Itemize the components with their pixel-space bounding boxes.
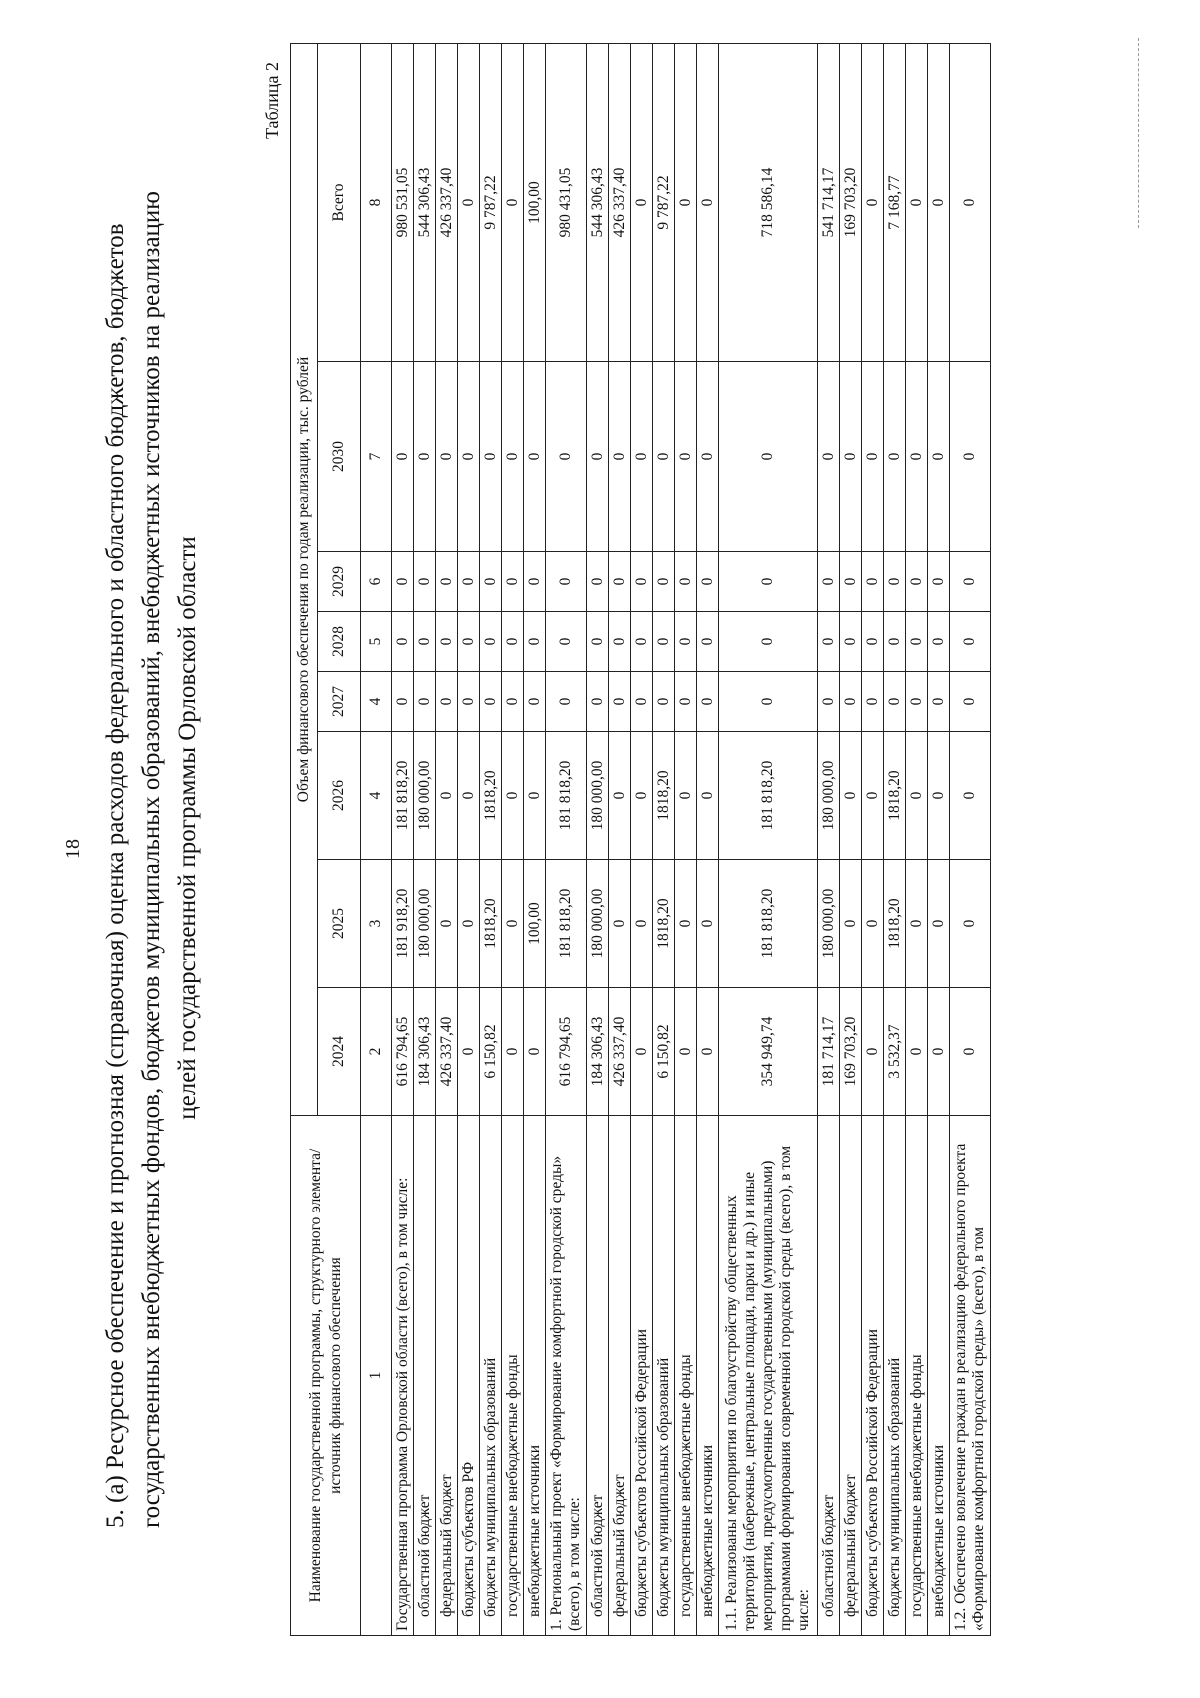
value-cell: 181 818,20 [719,860,818,988]
value-cell: 0 [697,860,719,988]
value-cell: 0 [436,672,458,732]
title-line-3: целей государственной программы Орловской области [174,536,201,1120]
row-name-cell: бюджеты муниципальных образований [884,1116,906,1636]
value-cell: 426 337,40 [436,988,458,1116]
value-cell: 180 000,00 [587,732,609,860]
value-cell: 0 [546,552,587,612]
value-cell: 0 [631,44,653,362]
value-cell: 180 000,00 [414,860,436,988]
value-cell: 0 [524,988,546,1116]
value-cell: 0 [458,672,480,732]
value-cell: 0 [950,988,991,1116]
value-cell: 0 [524,612,546,672]
value-cell: 0 [818,362,840,552]
value-cell: 1818,20 [480,732,502,860]
value-cell: 0 [675,988,697,1116]
value-cell: 0 [480,552,502,612]
value-cell: 0 [414,672,436,732]
header-total: Всего [318,44,361,362]
value-cell: 980 431,05 [546,44,587,362]
index-cell: 7 [361,362,392,552]
value-cell: 0 [950,362,991,552]
value-cell: 100,00 [524,44,546,362]
value-cell: 0 [675,672,697,732]
index-cell: 5 [361,612,392,672]
value-cell: 616 794,65 [546,988,587,1116]
table-row [458,44,480,1636]
table-row [653,44,675,1636]
value-cell: 0 [840,860,862,988]
value-cell: 0 [950,672,991,732]
value-cell: 0 [587,612,609,672]
value-cell: 616 794,65 [392,988,414,1116]
value-cell: 0 [436,362,458,552]
value-cell: 180 000,00 [818,860,840,988]
value-cell: 0 [906,732,928,860]
value-cell: 181 818,20 [546,732,587,860]
table-row [818,44,840,1636]
value-cell: 184 306,43 [587,988,609,1116]
value-cell: 0 [392,612,414,672]
title-line-2: государственных внебюджетных фондов, бюджетов муниципальных образований, внебюджетных источников на реализацию [138,191,165,1528]
value-cell: 0 [524,672,546,732]
value-cell: 0 [458,732,480,860]
value-cell: 0 [862,860,884,988]
value-cell: 0 [436,612,458,672]
table-row [546,44,587,1636]
row-name-cell: 1.2. Обеспечено вовлечение граждан в реализацию федерального проекта «Формирование комфортной городской среды» (всего), в том [950,1116,991,1636]
value-cell: 0 [631,860,653,988]
footer-divider [1138,38,1139,228]
table-row [862,44,884,1636]
row-name-cell: государственные внебюджетные фонды [906,1116,928,1636]
value-cell: 0 [928,732,950,860]
value-cell: 0 [480,362,502,552]
value-cell: 0 [609,612,631,672]
value-cell: 0 [653,362,675,552]
value-cell: 169 703,20 [840,988,862,1116]
value-cell: 7 168,77 [884,44,906,362]
value-cell: 0 [906,860,928,988]
value-cell: 0 [631,988,653,1116]
value-cell: 0 [697,612,719,672]
value-cell: 0 [950,732,991,860]
value-cell: 100,00 [524,860,546,988]
value-cell: 0 [675,44,697,362]
row-name-cell: бюджеты субъектов Российской Федерации [631,1116,653,1636]
value-cell: 0 [697,44,719,362]
table-label: Таблица 2 [262,62,282,139]
value-cell: 0 [458,44,480,362]
row-name-cell: государственные внебюджетные фонды [502,1116,524,1636]
index-cell: 4 [361,732,392,860]
row-name-cell: федеральный бюджет [436,1116,458,1636]
row-name-cell: внебюджетные источники [697,1116,719,1636]
value-cell: 0 [862,612,884,672]
table-row [480,44,502,1636]
table-row [436,44,458,1636]
value-cell: 0 [502,44,524,362]
header-year-2024: 2024 [318,988,361,1116]
header-year-2029: 2029 [318,552,361,612]
value-cell: 0 [862,732,884,860]
value-cell: 181 818,20 [719,732,818,860]
value-cell: 0 [524,732,546,860]
value-cell: 1818,20 [653,732,675,860]
value-cell: 0 [697,732,719,860]
value-cell: 0 [587,552,609,612]
value-cell: 0 [950,552,991,612]
table-row [414,44,436,1636]
table-row [587,44,609,1636]
value-cell: 0 [719,362,818,552]
value-cell: 0 [719,672,818,732]
value-cell: 426 337,40 [609,44,631,362]
value-cell: 0 [524,362,546,552]
value-cell: 0 [928,362,950,552]
value-cell: 0 [436,732,458,860]
value-cell: 0 [950,860,991,988]
row-name-cell: бюджеты муниципальных образований [480,1116,502,1636]
value-cell: 181 918,20 [392,860,414,988]
section-title [98,128,206,1528]
value-cell: 0 [392,362,414,552]
table-row [840,44,862,1636]
value-cell: 354 949,74 [719,988,818,1116]
value-cell: 0 [906,988,928,1116]
value-cell: 0 [906,612,928,672]
value-cell: 0 [653,612,675,672]
value-cell: 0 [414,552,436,612]
table-row [719,44,818,1636]
row-name-cell: бюджеты субъектов РФ [458,1116,480,1636]
value-cell: 0 [862,552,884,612]
value-cell: 0 [392,552,414,612]
value-cell: 0 [587,672,609,732]
row-name-cell: внебюджетные источники [928,1116,950,1636]
value-cell: 0 [502,552,524,612]
value-cell: 0 [675,552,697,612]
value-cell: 0 [546,362,587,552]
value-cell: 0 [840,552,862,612]
value-cell: 0 [587,362,609,552]
index-cell: 6 [361,552,392,612]
value-cell: 0 [862,672,884,732]
value-cell: 0 [884,362,906,552]
row-name-cell: 1.1. Реализованы мероприятия по благоустройству общественных территорий (набережные, центральные площади, парки и др.) и иные мероприятия, предусмотренные государственными (муниципальными) программами формирования современной городской среды (всего), в том числе: [719,1116,818,1636]
row-name-cell: Государственная программа Орловской области (всего), в том числе: [392,1116,414,1636]
value-cell: 181 818,20 [546,860,587,988]
value-cell: 1818,20 [480,860,502,988]
value-cell: 0 [458,362,480,552]
table-row [697,44,719,1636]
value-cell: 0 [884,612,906,672]
row-name-cell: федеральный бюджет [609,1116,631,1636]
header-row-index [361,44,392,1636]
value-cell: 426 337,40 [436,44,458,362]
value-cell: 0 [840,672,862,732]
value-cell: 0 [458,988,480,1116]
value-cell: 0 [546,672,587,732]
value-cell: 9 787,22 [480,44,502,362]
value-cell: 0 [502,362,524,552]
value-cell: 6 150,82 [653,988,675,1116]
value-cell: 0 [458,860,480,988]
header-name-column: Наименование государственной программы, структурного элемента/источник финансового обеспечения [291,1116,361,1636]
row-name-cell: государственные внебюджетные фонды [675,1116,697,1636]
value-cell: 184 306,43 [414,988,436,1116]
value-cell: 0 [906,44,928,362]
value-cell: 0 [502,612,524,672]
value-cell: 0 [524,552,546,612]
value-cell: 0 [862,988,884,1116]
page-number: 18 [62,839,84,859]
value-cell: 0 [653,672,675,732]
value-cell: 0 [928,612,950,672]
value-cell: 0 [884,552,906,612]
value-cell: 0 [928,860,950,988]
value-cell: 0 [697,988,719,1116]
value-cell: 0 [818,552,840,612]
table-row [631,44,653,1636]
row-name-cell: областной бюджет [414,1116,436,1636]
header-year-2028: 2028 [318,612,361,672]
value-cell: 180 000,00 [818,732,840,860]
table-row [906,44,928,1636]
value-cell: 544 306,43 [414,44,436,362]
index-cell: 2 [361,988,392,1116]
value-cell: 0 [840,362,862,552]
value-cell: 0 [675,732,697,860]
value-cell: 0 [862,44,884,362]
value-cell: 0 [928,552,950,612]
value-cell: 0 [928,44,950,362]
value-cell: 0 [609,732,631,860]
value-cell: 541 714,17 [818,44,840,362]
value-cell: 0 [840,612,862,672]
header-year-2030: 2030 [318,362,361,552]
value-cell: 0 [697,362,719,552]
row-name-cell: бюджеты муниципальных образований [653,1116,675,1636]
index-cell: 8 [361,44,392,362]
value-cell: 0 [436,860,458,988]
value-cell: 980 531,05 [392,44,414,362]
value-cell: 0 [436,552,458,612]
value-cell: 0 [928,672,950,732]
row-name-cell: областной бюджет [818,1116,840,1636]
row-name-cell: федеральный бюджет [840,1116,862,1636]
value-cell: 0 [697,552,719,612]
value-cell: 0 [906,672,928,732]
value-cell: 0 [884,672,906,732]
value-cell: 0 [906,552,928,612]
value-cell: 0 [653,552,675,612]
value-cell: 181 818,20 [392,732,414,860]
value-cell: 0 [950,612,991,672]
title-line-1: 5. (а) Ресурсное обеспечение и прогнозная (справочная) оценка расходов федерального и областного бюджетов, бюджетов [102,223,129,1528]
value-cell: 0 [414,612,436,672]
header-volume-group: Объем финансового обеспечения по годам реализации, тыс. рублей [291,44,318,1116]
value-cell: 3 532,37 [884,988,906,1116]
value-cell: 1818,20 [653,860,675,988]
table-row [524,44,546,1636]
table-row [502,44,524,1636]
value-cell: 0 [609,362,631,552]
value-cell: 0 [906,362,928,552]
value-cell: 1818,20 [884,860,906,988]
row-name-cell: бюджеты субъектов Российской Федерации [862,1116,884,1636]
value-cell: 0 [818,672,840,732]
value-cell: 0 [675,860,697,988]
value-cell: 1818,20 [884,732,906,860]
row-name-cell: областной бюджет [587,1116,609,1636]
index-cell: 4 [361,672,392,732]
value-cell: 0 [502,672,524,732]
value-cell: 0 [458,552,480,612]
value-cell: 426 337,40 [609,988,631,1116]
value-cell: 0 [950,44,991,362]
row-name-cell: внебюджетные источники [524,1116,546,1636]
row-name-cell: 1. Региональный проект «Формирование комфортной городской среды» (всего), в том числе: [546,1116,587,1636]
table-row [675,44,697,1636]
header-row-group [291,44,318,1636]
table-row [609,44,631,1636]
value-cell: 0 [631,612,653,672]
value-cell: 0 [719,552,818,612]
value-cell: 0 [480,612,502,672]
value-cell: 0 [928,988,950,1116]
value-cell: 0 [631,362,653,552]
value-cell: 0 [675,362,697,552]
value-cell: 0 [631,672,653,732]
value-cell: 0 [414,362,436,552]
value-cell: 6 150,82 [480,988,502,1116]
value-cell: 0 [502,732,524,860]
value-cell: 0 [502,860,524,988]
value-cell: 0 [502,988,524,1116]
index-cell: 3 [361,860,392,988]
value-cell: 0 [609,860,631,988]
finance-table [290,43,991,1636]
value-cell: 0 [546,612,587,672]
value-cell: 0 [609,672,631,732]
table-row [928,44,950,1636]
value-cell: 180 000,00 [587,860,609,988]
value-cell: 0 [719,612,818,672]
table-row [884,44,906,1636]
value-cell: 0 [840,732,862,860]
value-cell: 544 306,43 [587,44,609,362]
value-cell: 0 [818,612,840,672]
value-cell: 169 703,20 [840,44,862,362]
value-cell: 0 [392,672,414,732]
value-cell: 0 [609,552,631,612]
value-cell: 718 586,14 [719,44,818,362]
value-cell: 180 000,00 [414,732,436,860]
header-year-2026: 2026 [318,732,361,860]
value-cell: 0 [862,362,884,552]
value-cell: 9 787,22 [653,44,675,362]
header-year-2027: 2027 [318,672,361,732]
table-row [392,44,414,1636]
value-cell: 0 [458,612,480,672]
value-cell: 0 [631,732,653,860]
value-cell: 0 [675,612,697,672]
value-cell: 0 [480,672,502,732]
table-row [950,44,991,1636]
value-cell: 0 [631,552,653,612]
value-cell: 0 [697,672,719,732]
index-cell: 1 [361,1116,392,1636]
header-year-2025: 2025 [318,860,361,988]
value-cell: 181 714,17 [818,988,840,1116]
